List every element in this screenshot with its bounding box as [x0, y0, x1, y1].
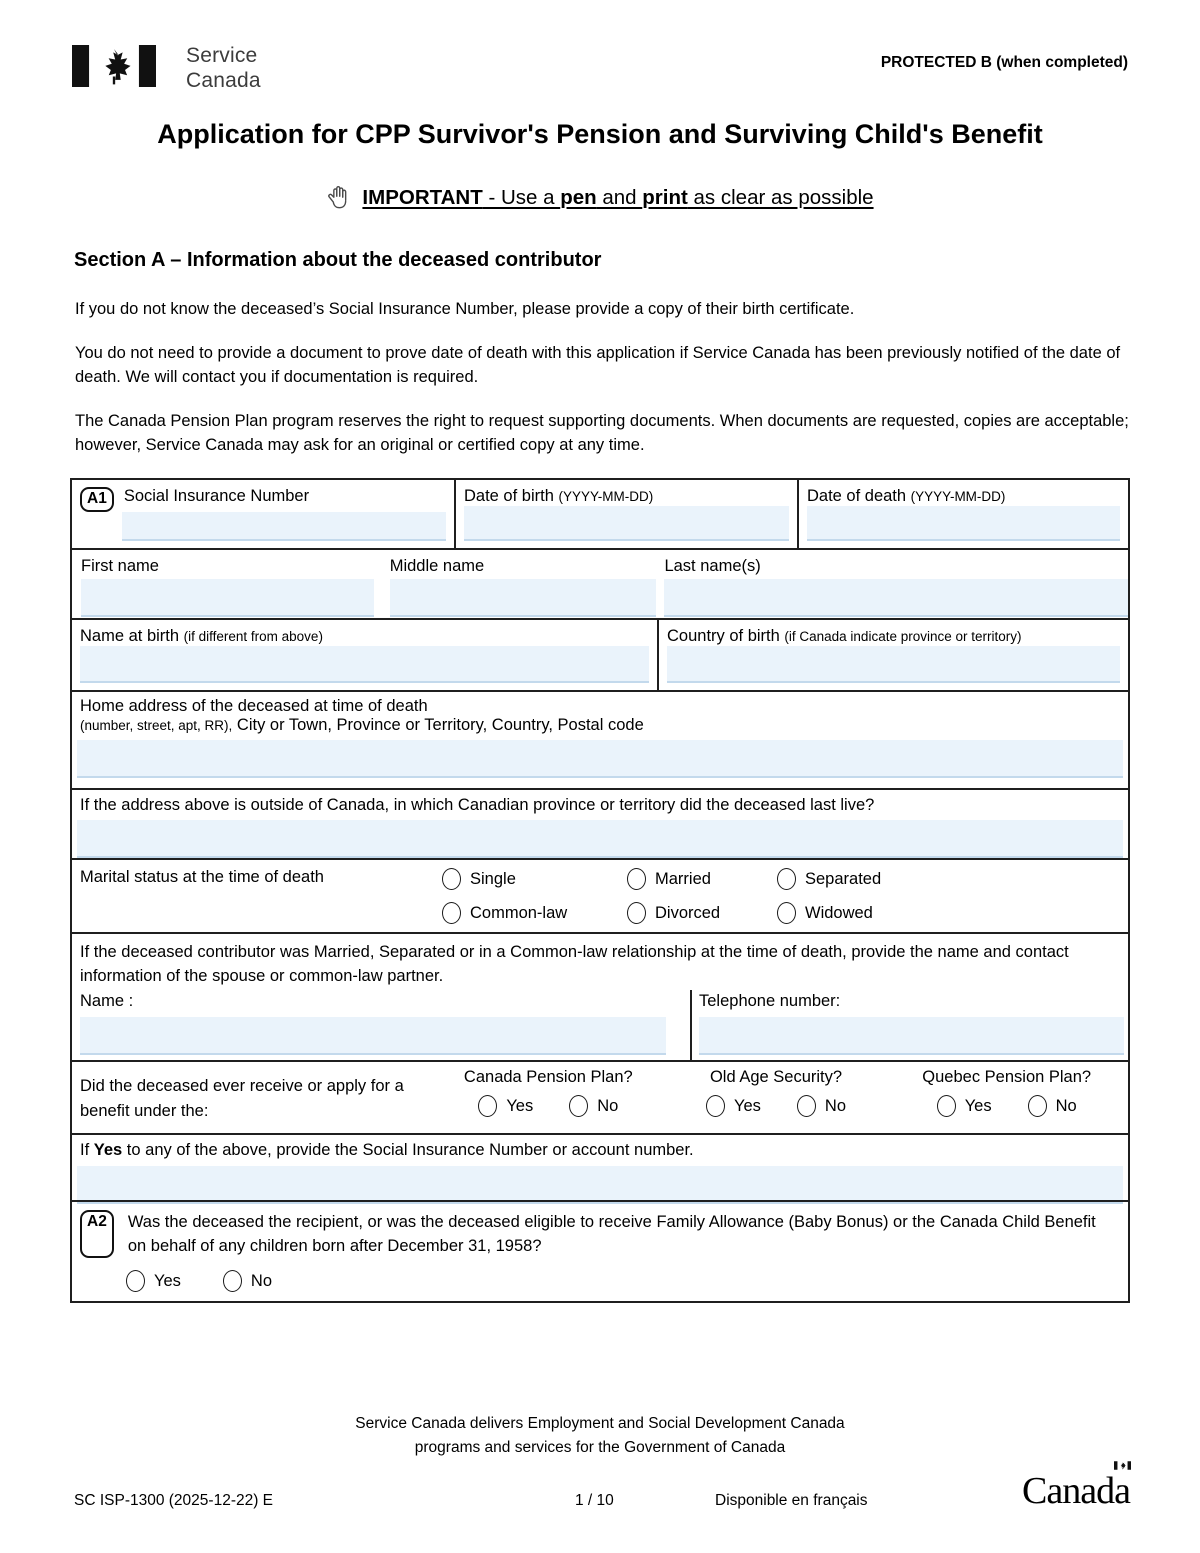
plan-cpp: [430, 1066, 667, 1133]
cell-sin: [72, 480, 454, 548]
important-mid2: and: [596, 186, 643, 209]
qpp-yes-label: Yes: [964, 1096, 992, 1115]
radio-cpp-no[interactable]: [569, 1095, 588, 1117]
spouse-phone-label: Telephone number:: [699, 992, 841, 1010]
country-of-birth-label: [667, 627, 1120, 646]
radio-qpp-no[interactable]: [1028, 1095, 1047, 1117]
dod-label-main: Date of death: [807, 487, 911, 505]
date-of-death-label: [807, 487, 1120, 506]
qpp-no-label: No: [1055, 1096, 1077, 1115]
cell-spouse-name: [72, 990, 692, 1060]
radio-separated-label: Separated: [805, 869, 882, 888]
qpp-label: Quebec Pension Plan?: [922, 1068, 1092, 1086]
home-address-note: (number, street, apt, RR),: [80, 718, 233, 733]
row-a1-identifiers: [72, 480, 1128, 548]
first-name-label: First name: [81, 557, 159, 575]
oas-yes-label: Yes: [734, 1096, 761, 1115]
if-yes-label: [80, 1141, 1120, 1160]
dod-format-note: (YYYY-MM-DD): [910, 489, 1006, 504]
radio-widowed-label: Widowed: [805, 903, 873, 922]
row-marital-status: [72, 858, 1128, 932]
radio-single[interactable]: [442, 868, 461, 890]
protected-b-label: PROTECTED B (when completed): [880, 54, 1128, 71]
cpp-yes-label: Yes: [506, 1096, 534, 1115]
form-code: SC ISP-1300 (2025-12-22) E: [74, 1492, 274, 1509]
name-at-birth-note: (if different from above): [183, 629, 323, 644]
important-note: [0, 183, 1200, 213]
language-availability: Disponible en français: [715, 1492, 868, 1509]
province-question-label: If the address above is outside of Canada, in which Canadian province or territory did the deceased last live?: [80, 796, 875, 814]
spouse-name-input[interactable]: [80, 1017, 666, 1055]
cell-date-of-death: [797, 480, 1128, 548]
footer-delivery-line1: Service Canada delivers Employment and Social Development Canada: [355, 1415, 845, 1432]
home-address-input[interactable]: [77, 740, 1123, 778]
spouse-name-label: Name :: [80, 992, 134, 1010]
radio-common-law[interactable]: [442, 902, 461, 924]
important-mid1: - Use a: [482, 186, 561, 209]
country-of-birth-note: (if Canada indicate province or territory): [784, 629, 1022, 644]
a2-question: Was the deceased the recipient, or was the deceased eligible to receive Family Allowance (Baby Bonus) or the Canada Child Benefit on behalf of any children born after December 31, 1958?: [127, 1213, 1096, 1255]
radio-qpp-yes[interactable]: [937, 1095, 956, 1117]
radio-married-label: Married: [655, 869, 711, 888]
province-input[interactable]: [77, 820, 1123, 858]
row-home-address: [72, 690, 1128, 788]
home-address-label-line2: [80, 716, 1120, 735]
page-header: [72, 44, 1128, 94]
plan-qpp: [885, 1066, 1128, 1133]
home-address-rest: City or Town, Province or Territory, Country, Postal code: [232, 716, 644, 734]
paragraph-death-doc-note: You do not need to provide a document to prove date of death with this application if Service Canada has been previously notified of the date of death. We will contact you if documentation is required.: [75, 344, 1121, 386]
section-a-form-table: [70, 478, 1130, 1303]
paragraph-supporting-docs-note: The Canada Pension Plan program reserves the right to request supporting documents. When documents are requested, copies are acceptable; however, Service Canada may ask for an original or certified copy at any time.: [75, 412, 1129, 454]
cell-date-of-birth: [454, 480, 797, 548]
oas-label: Old Age Security?: [709, 1068, 843, 1086]
footer-delivery-line2: programs and services for the Government of Canada: [414, 1439, 786, 1456]
date-of-birth-input[interactable]: [464, 506, 789, 541]
plan-oas: [667, 1066, 886, 1133]
page-title: Application for CPP Survivor's Pension and Surviving Child's Benefit: [157, 119, 1043, 149]
radio-married[interactable]: [627, 868, 646, 890]
last-name-label: Last name(s): [664, 557, 761, 575]
middle-name-label: Middle name: [389, 557, 485, 575]
radio-a2-yes[interactable]: [126, 1270, 145, 1292]
name-at-birth-input[interactable]: [80, 646, 649, 683]
important-print: print: [642, 186, 688, 209]
sin-input[interactable]: [122, 512, 446, 541]
marital-options: [442, 868, 881, 932]
if-yes-pre: If: [80, 1141, 94, 1159]
radio-widowed[interactable]: [777, 902, 796, 924]
important-text: [362, 186, 873, 210]
radio-single-label: Single: [470, 869, 516, 888]
radio-a2-no[interactable]: [223, 1270, 242, 1292]
country-of-birth-input[interactable]: [667, 646, 1120, 683]
footer-bar: [70, 1470, 1130, 1539]
important-pen: pen: [560, 186, 597, 209]
oas-no-label: No: [824, 1096, 847, 1115]
radio-cpp-yes[interactable]: [478, 1095, 497, 1117]
wordmark-pre: Canad: [1022, 1470, 1115, 1512]
canada-wordmark: [1022, 1469, 1130, 1513]
page-number: 1 / 10: [575, 1492, 614, 1509]
a2-yes-label: Yes: [154, 1271, 181, 1290]
name-at-birth-main: Name at birth: [80, 627, 184, 645]
footer-delivery-note: [0, 1412, 1200, 1460]
section-a-intro: [75, 297, 1131, 477]
wordmark-last-a: a: [1114, 1470, 1130, 1512]
a2-options: [126, 1270, 1118, 1292]
a2-no-label: No: [250, 1271, 273, 1290]
canada-flag-icon: [72, 44, 156, 88]
important-rest: as clear as possible: [687, 186, 874, 209]
cell-name-at-birth: [72, 620, 657, 690]
spouse-intro-text: If the deceased contributor was Married, Separated or in a Common-law relationship at the time of death, provide the name and contact information of the spouse or common-law partner.: [80, 943, 1069, 985]
radio-divorced[interactable]: [627, 902, 646, 924]
last-name-input[interactable]: [664, 579, 1128, 617]
radio-oas-no[interactable]: [797, 1095, 816, 1117]
date-of-birth-label: [464, 487, 789, 506]
a2-badge: A2: [80, 1210, 114, 1258]
cpp-no-label: No: [597, 1096, 619, 1115]
if-yes-bold: Yes: [93, 1141, 123, 1159]
cell-country-of-birth: [657, 620, 1128, 690]
section-a-heading: Section A – Information about the deceased contributor: [74, 249, 602, 271]
cell-spouse-phone: [692, 990, 1128, 1060]
row-if-yes-account: [72, 1133, 1128, 1200]
logo-text-line2: Canada: [186, 68, 261, 92]
row-names: [72, 548, 1128, 618]
dob-label-main: Date of birth: [464, 487, 559, 505]
marital-status-label: Marital status at the time of death: [80, 868, 324, 886]
row-birth-info: [72, 618, 1128, 690]
service-canada-logo: [72, 44, 261, 94]
paragraph-sin-note: If you do not know the deceased’s Social Insurance Number, please provide a copy of their birth certificate.: [75, 300, 855, 318]
benefits-question-label: Did the deceased ever receive or apply for a benefit under the:: [80, 1077, 404, 1120]
row-province-question: [72, 788, 1128, 858]
dob-format-note: (YYYY-MM-DD): [558, 489, 654, 504]
spouse-phone-input[interactable]: [699, 1017, 1124, 1055]
radio-common-law-label: Common-law: [470, 903, 568, 922]
row-a2-family-allowance: [72, 1200, 1128, 1301]
logo-text-line1: Service: [186, 44, 258, 67]
radio-oas-yes[interactable]: [706, 1095, 725, 1117]
hand-icon: [326, 183, 350, 213]
if-yes-rest: to any of the above, provide the Social Insurance Number or account number.: [122, 1141, 694, 1159]
logo-text: [186, 44, 261, 94]
country-of-birth-main: Country of birth: [667, 627, 785, 645]
cpp-label: Canada Pension Plan?: [463, 1068, 633, 1086]
sin-label: Social Insurance Number: [123, 487, 310, 505]
home-address-label-line1: Home address of the deceased at time of death: [80, 697, 428, 715]
row-spouse-info: [72, 932, 1128, 1060]
name-at-birth-label: [80, 627, 649, 646]
wordmark-flag-icon: [1114, 1461, 1131, 1470]
account-number-input[interactable]: [77, 1166, 1123, 1204]
middle-name-input[interactable]: [390, 579, 657, 617]
row-benefits-question: [72, 1060, 1128, 1133]
a1-badge: A1: [80, 487, 114, 512]
date-of-death-input[interactable]: [807, 506, 1120, 541]
important-word: IMPORTANT: [362, 186, 483, 209]
radio-divorced-label: Divorced: [655, 903, 721, 922]
radio-separated[interactable]: [777, 868, 796, 890]
first-name-input[interactable]: [81, 579, 374, 617]
